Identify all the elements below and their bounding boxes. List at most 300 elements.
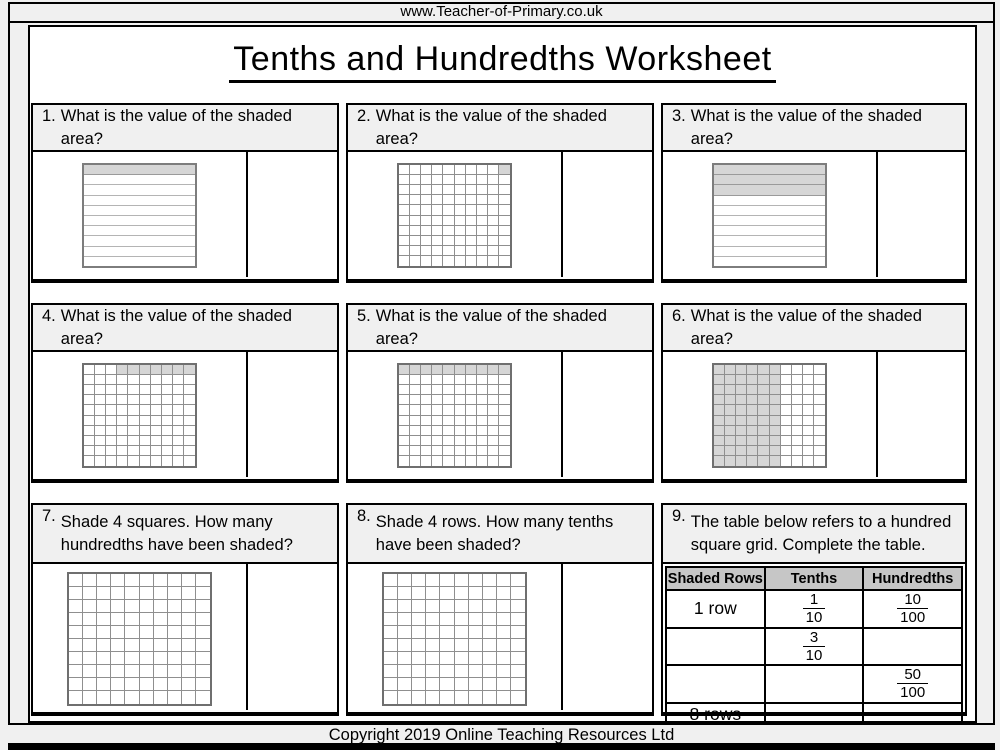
grid-cell[interactable] [168,587,182,600]
grid-cell [95,446,106,456]
grid-cell [781,436,792,446]
grid-cell[interactable] [497,574,511,587]
grid-cell[interactable] [69,587,83,600]
q9-table [665,566,963,727]
grid-cell[interactable] [69,574,83,587]
grid-cell [184,446,195,456]
grid-cell [95,416,106,426]
grid-cell [455,236,466,246]
grid-cell [128,395,139,405]
grid-cell [477,375,488,385]
grid-cell[interactable] [497,665,511,678]
shaded-grid-cell [770,416,781,426]
grid-cell[interactable] [97,613,111,626]
grid-cell[interactable] [398,652,412,665]
grid-cell [432,165,443,175]
answer-box-q4[interactable] [248,352,337,477]
grid-cell [477,216,488,226]
grid-cell [421,446,432,456]
grid-cell[interactable] [440,626,454,639]
grid-cell[interactable] [125,587,139,600]
table-row [666,665,962,703]
grid-cell [117,436,128,446]
grid-cell[interactable] [125,691,139,704]
grid-cell[interactable] [511,574,525,587]
grid-cell[interactable] [154,574,168,587]
grid-cell [488,375,499,385]
grid-cell[interactable] [384,587,398,600]
tenth-row [84,257,195,266]
grid-cell[interactable] [168,652,182,665]
grid-cell[interactable] [83,574,97,587]
question-number: 4. [42,307,56,325]
grid-cell[interactable] [398,665,412,678]
grid-cell[interactable] [154,587,168,600]
tenth-row [714,236,825,246]
shaded-grid-cell [410,365,421,375]
grid-cell[interactable] [125,665,139,678]
grid-cell[interactable] [83,587,97,600]
grid-cell[interactable] [125,678,139,691]
grid-cell[interactable] [426,626,440,639]
grid-cell[interactable] [469,652,483,665]
answer-box-q3[interactable] [878,152,965,277]
grid-cell[interactable] [69,613,83,626]
grid-cell[interactable] [497,600,511,613]
grid-cell[interactable] [483,587,497,600]
grid-cell[interactable] [69,639,83,652]
question-7-header [33,505,337,564]
grid-cell [399,216,410,226]
grid-cell [140,395,151,405]
grid-cell[interactable] [455,639,469,652]
grid-cell[interactable] [440,639,454,652]
grid-cell [399,375,410,385]
grid-cell[interactable] [426,665,440,678]
grid-cell[interactable] [398,639,412,652]
grid-cell[interactable] [483,691,497,704]
grid-cell[interactable] [182,691,196,704]
grid-cell[interactable] [426,574,440,587]
grid-cell[interactable] [154,613,168,626]
grid-cell[interactable] [469,587,483,600]
grid-cell [443,226,454,236]
grid-cell[interactable] [455,574,469,587]
grid-cell [399,256,410,266]
grid-cell[interactable] [455,587,469,600]
grid-cell[interactable] [140,626,154,639]
grid-cell[interactable] [140,665,154,678]
grid-cell[interactable] [196,626,210,639]
grid-cell[interactable] [125,574,139,587]
grid-cell[interactable] [384,691,398,704]
answer-box-q1[interactable] [248,152,337,277]
grid-cell[interactable] [455,652,469,665]
grid-cell[interactable] [111,600,125,613]
grid-cell[interactable] [182,600,196,613]
grid-cell [488,446,499,456]
grid-cell[interactable] [196,678,210,691]
grid-cell[interactable] [412,652,426,665]
grid-cell[interactable] [168,626,182,639]
grid-cell[interactable] [97,691,111,704]
grid-cell[interactable] [154,626,168,639]
grid-cell[interactable] [412,574,426,587]
grid-cell[interactable] [497,587,511,600]
grid-cell[interactable] [182,626,196,639]
grid-cell[interactable] [455,613,469,626]
grid-cell [151,416,162,426]
grid-cell [410,195,421,205]
grid-cell[interactable] [426,613,440,626]
grid-cell[interactable] [182,639,196,652]
grid-cell[interactable] [483,613,497,626]
grid-cell [432,375,443,385]
grid-cell[interactable] [97,626,111,639]
grid-cell[interactable] [426,678,440,691]
grid-cell[interactable] [154,639,168,652]
grid-cell [95,395,106,405]
shaded-grid-cell [714,395,725,405]
grid-cell [106,385,117,395]
grid-cell[interactable] [398,678,412,691]
grid-cell [421,216,432,226]
grid-cell [488,456,499,466]
grid-cell[interactable] [83,613,97,626]
grid-cell[interactable] [111,639,125,652]
grid-cell [455,175,466,185]
grid-cell [84,385,95,395]
grid-cell[interactable] [168,691,182,704]
grid-cell[interactable] [398,626,412,639]
grid-cell[interactable] [196,652,210,665]
hundred-grid-q8 [382,572,527,706]
grid-cell[interactable] [69,626,83,639]
grid-cell[interactable] [511,639,525,652]
grid-cell[interactable] [440,678,454,691]
grid-cell[interactable] [384,600,398,613]
grid-cell[interactable] [83,600,97,613]
grid-cell[interactable] [469,626,483,639]
grid-cell[interactable] [426,691,440,704]
grid-cell[interactable] [426,652,440,665]
grid-cell[interactable] [83,639,97,652]
grid-cell [477,436,488,446]
shaded-grid-cell [432,365,443,375]
grid-cell[interactable] [497,678,511,691]
grid-cell[interactable] [497,613,511,626]
grid-cell [410,165,421,175]
shaded-grid-cell [499,165,510,175]
grid-cell[interactable] [440,574,454,587]
shaded-grid-cell [747,405,758,415]
grid-cell[interactable] [455,678,469,691]
grid-cell [421,456,432,466]
grid-cell [455,436,466,446]
grid-cell[interactable] [83,678,97,691]
grid-cell[interactable] [412,665,426,678]
grid-cell [455,205,466,215]
grid-cell[interactable] [83,691,97,704]
grid-cell[interactable] [97,587,111,600]
grid-cell [455,375,466,385]
grid-cell[interactable] [97,639,111,652]
grid-cell[interactable] [469,600,483,613]
answer-box-q6[interactable] [878,352,965,477]
grid-cell[interactable] [125,639,139,652]
grid-cell[interactable] [483,639,497,652]
grid-cell[interactable] [426,639,440,652]
grid-cell[interactable] [196,665,210,678]
grid-cell[interactable] [111,574,125,587]
grid-cell[interactable] [97,600,111,613]
grid-cell[interactable] [168,600,182,613]
grid-cell[interactable] [455,691,469,704]
shaded-grid-cell [747,426,758,436]
grid-cell[interactable] [384,626,398,639]
grid-cell[interactable] [469,691,483,704]
grid-cell[interactable] [83,665,97,678]
grid-cell[interactable] [412,678,426,691]
hundredths-cell[interactable] [863,628,962,666]
grid-cell[interactable] [140,639,154,652]
grid-cell[interactable] [398,574,412,587]
shaded-grid-cell [421,365,432,375]
grid-cell[interactable] [398,613,412,626]
grid-cell[interactable] [154,678,168,691]
grid-cell[interactable] [384,639,398,652]
grid-cell[interactable] [455,665,469,678]
grid-cell[interactable] [511,587,525,600]
grid-cell[interactable] [412,691,426,704]
shaded-grid-cell [736,395,747,405]
grid-cell[interactable] [182,678,196,691]
tenths-cell [765,590,864,628]
grid-cell[interactable] [69,691,83,704]
grid-cell[interactable] [154,665,168,678]
grid-cell [499,205,510,215]
grid-cell[interactable] [511,665,525,678]
shaded-rows-cell: 8 rows [666,703,765,726]
shaded-grid-cell [725,405,736,415]
grid-cell[interactable] [483,665,497,678]
answer-box-q7[interactable] [248,564,337,710]
grid-cell [117,456,128,466]
grid-cell[interactable] [111,665,125,678]
grid-cell[interactable] [497,639,511,652]
grid-cell[interactable] [154,652,168,665]
grid-cell[interactable] [469,639,483,652]
tenths-cell[interactable] [765,665,864,703]
grid-cell[interactable] [384,574,398,587]
grid-cell[interactable] [168,639,182,652]
grid-cell[interactable] [125,600,139,613]
grid-cell[interactable] [426,600,440,613]
grid-cell[interactable] [440,600,454,613]
grid-cell [488,205,499,215]
grid-cell[interactable] [469,613,483,626]
grid-cell[interactable] [511,652,525,665]
grid-cell[interactable] [412,600,426,613]
grid-cell [117,395,128,405]
grid-cell[interactable] [455,626,469,639]
grid-cell [140,385,151,395]
grid-cell[interactable] [196,600,210,613]
grid-cell [410,256,421,266]
grid-cell[interactable] [97,574,111,587]
grid-cell[interactable] [412,613,426,626]
grid-cell[interactable] [497,652,511,665]
grid-cell[interactable] [440,652,454,665]
grid-cell[interactable] [111,613,125,626]
grid-cell[interactable] [511,613,525,626]
grid-cell [477,236,488,246]
grid-cell[interactable] [168,613,182,626]
grid-cell[interactable] [111,678,125,691]
grid-cell[interactable] [140,600,154,613]
grid-cell[interactable] [384,613,398,626]
grid-cell[interactable] [469,678,483,691]
grid-cell [399,426,410,436]
question-text: What is the value of the shaded area? [60,307,292,348]
shaded-grid-cell [443,365,454,375]
grid-cell[interactable] [455,600,469,613]
shaded-grid-cell [140,365,151,375]
grid-cell [803,426,814,436]
grid-cell[interactable] [182,574,196,587]
grid-cell [499,256,510,266]
shaded-grid-cell [736,446,747,456]
grid-cell[interactable] [140,678,154,691]
grid-cell[interactable] [469,665,483,678]
grid-cell[interactable] [511,626,525,639]
grid-cell[interactable] [69,652,83,665]
grid-cell[interactable] [97,678,111,691]
grid-cell[interactable] [440,613,454,626]
grid-cell[interactable] [497,691,511,704]
grid-cell[interactable] [412,639,426,652]
grid-cell [421,236,432,246]
grid-cell[interactable] [196,574,210,587]
grid-cell[interactable] [111,691,125,704]
shaded-rows-cell[interactable] [666,628,765,666]
grid-cell[interactable] [412,587,426,600]
grid-cell[interactable] [483,600,497,613]
grid-cell[interactable] [69,665,83,678]
grid-cell [455,246,466,256]
grid-cell[interactable] [398,691,412,704]
grid-cell[interactable] [483,574,497,587]
grid-cell[interactable] [140,652,154,665]
answer-box-q2[interactable] [563,152,652,277]
question-panel-1 [31,103,339,283]
grid-cell[interactable] [426,587,440,600]
grid-cell[interactable] [97,665,111,678]
grid-cell[interactable] [182,587,196,600]
grid-cell[interactable] [196,613,210,626]
grid-cell[interactable] [154,691,168,704]
grid-cell [151,385,162,395]
shaded-rows-cell[interactable] [666,665,765,703]
tenth-row [714,226,825,236]
grid-cell [466,375,477,385]
grid-cell[interactable] [196,587,210,600]
grid-cell[interactable] [168,665,182,678]
grid-cell [432,185,443,195]
grid-cell [410,246,421,256]
grid-cell[interactable] [83,626,97,639]
grid-cell[interactable] [125,626,139,639]
grid-cell [399,205,410,215]
question-text: Shade 4 squares. How many hundredths have been shaded? [60,513,293,554]
grid-cell[interactable] [182,613,196,626]
grid-cell [128,385,139,395]
grid-cell[interactable] [140,691,154,704]
grid-cell [803,436,814,446]
grid-cell[interactable] [384,652,398,665]
grid-cell[interactable] [125,613,139,626]
grid-cell [410,175,421,185]
grid-cell[interactable] [168,574,182,587]
grid-cell[interactable] [412,626,426,639]
grid-cell[interactable] [140,587,154,600]
grid-cell[interactable] [83,652,97,665]
grid-cell [814,436,825,446]
shaded-grid-cell [770,456,781,466]
grid-cell[interactable] [97,652,111,665]
grid-cell[interactable] [69,600,83,613]
grid-cell[interactable] [469,574,483,587]
answer-box-q8[interactable] [563,564,652,710]
grid-cell[interactable] [511,600,525,613]
grid-cell[interactable] [196,639,210,652]
grid-cell[interactable] [111,626,125,639]
grid-cell [781,365,792,375]
grid-cell[interactable] [111,587,125,600]
grid-cell[interactable] [111,652,125,665]
shaded-grid-cell [736,375,747,385]
grid-cell[interactable] [168,678,182,691]
grid-cell[interactable] [440,665,454,678]
grid-cell[interactable] [140,613,154,626]
grid-cell[interactable] [196,691,210,704]
grid-cell[interactable] [511,691,525,704]
grid-cell[interactable] [398,587,412,600]
grid-cell[interactable] [483,652,497,665]
shaded-grid-cell [714,446,725,456]
grid-cell[interactable] [154,600,168,613]
grid-cell[interactable] [182,665,196,678]
grid-cell[interactable] [511,678,525,691]
tenth-row [84,206,195,216]
grid-cell[interactable] [384,678,398,691]
grid-cell[interactable] [440,691,454,704]
grid-cell[interactable] [440,587,454,600]
grid-cell [421,405,432,415]
grid-cell[interactable] [398,600,412,613]
answer-box-q5[interactable] [563,352,652,477]
grid-cell [499,175,510,185]
grid-cell[interactable] [384,665,398,678]
grid-cell[interactable] [483,626,497,639]
grid-cell[interactable] [69,678,83,691]
grid-cell[interactable] [483,678,497,691]
grid-cell[interactable] [497,626,511,639]
grid-cell[interactable] [140,574,154,587]
grid-cell[interactable] [125,652,139,665]
shaded-grid-cell [736,436,747,446]
grid-cell[interactable] [182,652,196,665]
